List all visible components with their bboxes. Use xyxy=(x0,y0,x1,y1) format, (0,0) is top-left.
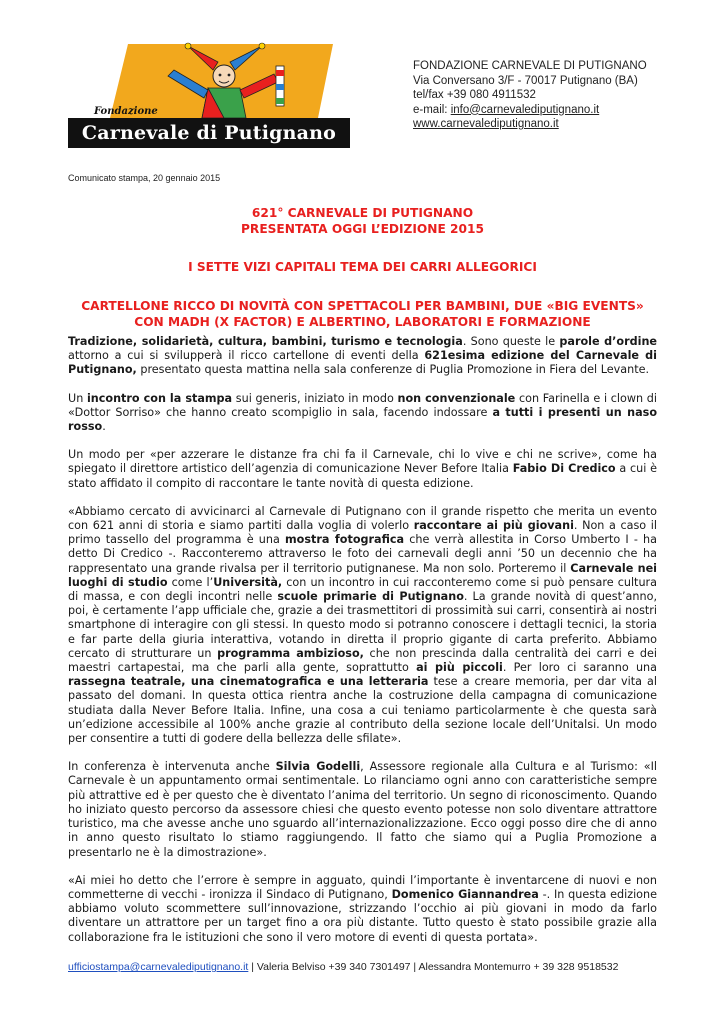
press-release-date: Comunicato stampa, 20 gennaio 2015 xyxy=(68,173,221,183)
p4-bold-3: Carnevale nei luoghi di studio xyxy=(68,561,657,589)
footer xyxy=(68,961,657,973)
p4-bold-6: programma ambizioso, xyxy=(217,646,364,660)
email-label: e-mail: xyxy=(413,103,451,116)
p4-text-6: . La grande novità di quest’anno, poi, è certamente l’app ufficiale che, grazie a dei trasmettitori di prossimità sui carri, consentirà ai nostri smartphone di interagire con gli stessi. In questo modo si potranno conoscere i dettagli tecnici, la storia e far parte della giuria interattiva, votando in diretta il proprio gigante di carta preferito. Abbiamo cercato di strutturare un xyxy=(68,590,657,660)
p2-text-4: . xyxy=(102,420,106,434)
contact-block xyxy=(413,59,647,132)
p5-text-1: In conferenza è intervenuta anche xyxy=(68,760,276,774)
p4-bold-7: ai più piccoli xyxy=(416,661,503,675)
p2-text-1: Un xyxy=(68,391,87,405)
p4-bold-2: mostra fotografica xyxy=(285,533,405,547)
p1-text-3: presentato questa mattina nella sala conferenze di Puglia Promozione in Fiera del Levante. xyxy=(136,363,650,377)
paragraph-2 xyxy=(68,392,657,435)
p5-text-2: , Assessore regionale alla Cultura e al Turismo: «Il Carnevale è un appuntamento ormai sentimentale. Lo rilanciamo ogni anno con caratteristiche sempre più attrattive ed è per questo che è diventato l’anima del territorio. Un segno di riconoscimento. Quando ho iniziato questo percorso da assessore chiesi che questo evento potesse non solo diventare attrattore turistico, ma che avesse anche uno sguardo all’internazionalizzazione. Ecco oggi posso dire che di anno in anno questo risultato lo stiamo raggiungendo. Il fatto che siamo qui a Puglia Promozione a presentarlo ne è la dimostrazione». xyxy=(68,760,657,859)
p4-text-3: che verrà allestita in Corso Umberto I - ha detto Di Credico -. Racconteremo attraverso le foto dei carnevali degli anni ’50 un decennio che ha rappresentato una grande rivalsa per il territorio putignanese. Ma non solo. Porteremo il xyxy=(68,533,658,575)
headline-1: 621° CARNEVALE DI PUTIGNANO xyxy=(251,206,474,220)
p2-bold-3: a tutti i presenti un naso rosso xyxy=(68,405,658,434)
foundation-logo xyxy=(68,40,350,148)
p4-bold-4: Università, xyxy=(213,575,283,589)
p3-bold-1: Fabio Di Credico xyxy=(512,462,616,476)
logo-brand-text: Carnevale di Putignano xyxy=(68,118,350,148)
headline-4b: CON MADH (X FACTOR) E ALBERTINO, LABORATORI E FORMAZIONE xyxy=(134,315,591,329)
p4-text-5: con un incontro in cui racconteremo come si può pensare cultura di massa, e con degli incontri nelle xyxy=(68,575,657,604)
p1-text-1: . Sono queste le xyxy=(462,335,560,348)
p1-bold-1: Tradizione, solidarietà, cultura, bambini, turismo e tecnologia xyxy=(68,335,463,348)
p6-text-2: -. In questa edizione abbiamo voluto scommettere sull’innovazione, strizzando l’occhio ai più giovani in modo da farlo diventare un attrattore per un target fino a ora più distante. Tutto questo è stato possibile grazie alla collaborazione fra le istituzioni che sono il vero motore di eventi di questa portata». xyxy=(68,887,658,944)
p2-bold-2: non convenzionale xyxy=(397,391,516,405)
p4-text-4: come l’ xyxy=(167,575,214,589)
email-link[interactable]: info@carnevalediputignano.it xyxy=(450,103,600,116)
p4-bold-5: scuole primarie di Putignano xyxy=(277,590,464,604)
headline-3: I SETTE VIZI CAPITALI TEMA DEI CARRI ALLEGORICI xyxy=(188,260,537,274)
p4-text-2: . Non a caso il primo tassello del programma è una xyxy=(68,519,657,547)
headline-block xyxy=(68,205,657,330)
paragraph-6 xyxy=(68,874,657,945)
p3-text-2: a cui è stato affidato il compito di raccontare le tante novità di questa edizione. xyxy=(68,462,657,490)
p1-bold-2: parole d’ordine xyxy=(559,335,658,348)
p5-bold-1: Silvia Godelli xyxy=(275,760,361,774)
p4-text-1: «Abbiamo cercato di avvicinarci al Carnevale di Putignano con il grande rispetto che merita un evento con 621 anni di storia e siamo partiti dalla voglia di volerlo xyxy=(68,504,657,533)
p1-text-2: attorno a cui si svilupperà il ricco cartellone di eventi della xyxy=(68,349,425,363)
p2-bold-1: incontro con la stampa xyxy=(86,391,233,405)
paragraph-3 xyxy=(68,448,657,491)
p6-text-1: «Ai miei ho detto che l’errore è sempre in agguato, quindi l’importante è inventarcene di nuovi e non commetterne di vecchi - ironizza il Sindaco di Putignano, xyxy=(68,873,657,901)
p4-text-8: . Per loro ci saranno una xyxy=(502,661,657,675)
org-name: FONDAZIONE CARNEVALE DI PUTIGNANO xyxy=(413,60,647,72)
logo-small-text: Fondazione xyxy=(94,106,158,117)
address: Via Conversano 3/F - 70017 Putignano (BA) xyxy=(413,74,638,87)
website-link[interactable]: www.carnevalediputignano.it xyxy=(413,118,559,130)
paragraph-4 xyxy=(68,505,657,746)
p6-bold-1: Domenico Giannandrea xyxy=(391,887,539,901)
p2-text-2: sui generis, iniziato in modo xyxy=(232,391,398,405)
p4-bold-8: rassegna teatrale, una cinematografica e una letteraria xyxy=(68,675,429,689)
p4-bold-1: raccontare ai più giovani xyxy=(413,519,574,533)
footer-email-link[interactable]: ufficiostampa@carnevalediputignano.it xyxy=(68,961,249,973)
p4-text-7: che non prescinda dalla centralità dei carri e dei maestri cartapestai, ma che parli alla gente, soprattutto xyxy=(68,646,657,675)
footer-contacts: | Valeria Belviso +39 340 7301497 | Alessandra Montemurro + 39 328 9518532 xyxy=(248,961,619,973)
p4-text-9: tese a creare memoria, per dar vita al passato del domani. In questa ottica rientra anche la costruzione della campagna di comunicazione studiata dalla Never Before Italia. Infine, una cosa a cui teniamo particolarmente è che questa sarà un’edizione accessibile al 100% anche grazie al contributo della sezione locale dell’Unitalsi. Un modo per consentire a tutti di godere della bellezza delle sfilate». xyxy=(68,675,657,746)
p2-text-3: con Farinella e i clown di «Dottor Sorriso» che hanno creato scompiglio in sala, facendo indossare xyxy=(68,391,657,419)
email-line xyxy=(413,103,647,118)
headline-4a: CARTELLONE RICCO DI NOVITÀ CON SPETTACOLI PER BAMBINI, DUE «BIG EVENTS» xyxy=(81,299,644,313)
article-body xyxy=(68,335,657,959)
headline-2: PRESENTATA OGGI L’EDIZIONE 2015 xyxy=(241,222,484,236)
paragraph-1 xyxy=(68,335,657,378)
paragraph-5 xyxy=(68,760,657,859)
p3-text-1: Un modo per «per azzerare le distanze fra chi fa il Carnevale, chi lo vive e chi ne scrive», come ha spiegato il direttore artistico dell’agenzia di comunicazione Never Before Italia xyxy=(68,448,657,476)
p1-bold-3: 621esima edizione del Carnevale di Putignano, xyxy=(68,349,657,377)
telfax: tel/fax +39 080 4911532 xyxy=(413,89,536,101)
